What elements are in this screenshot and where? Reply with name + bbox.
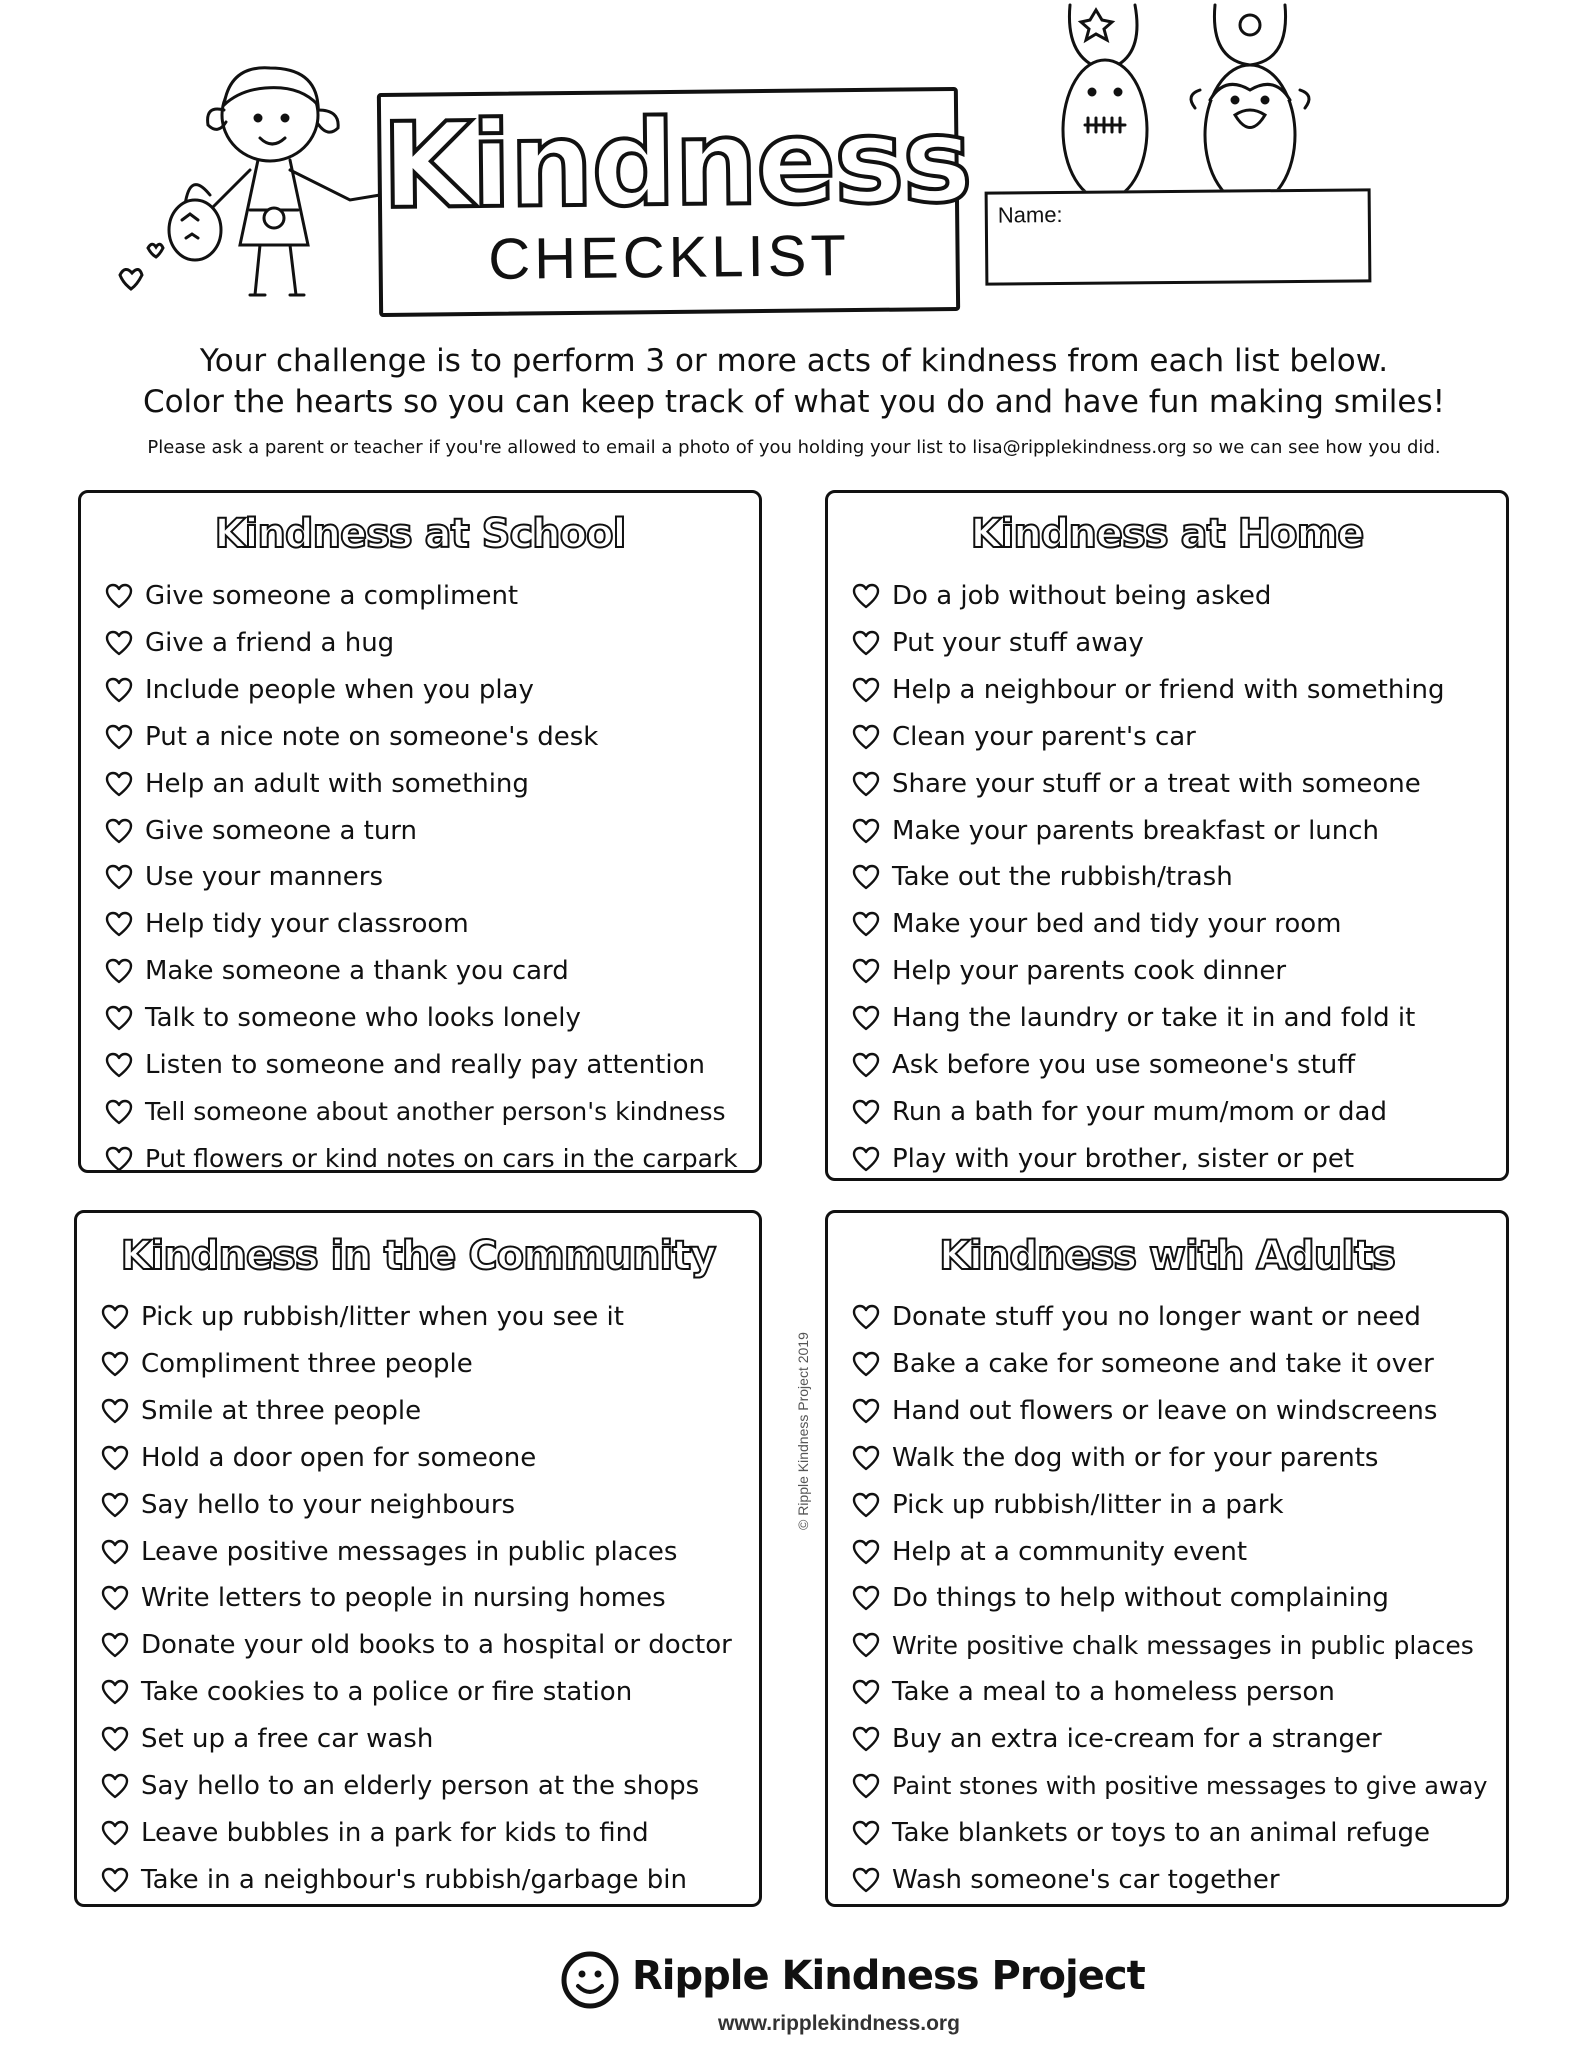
checklist-item-label: Say hello to your neighbours [141,1489,516,1520]
footer-url[interactable]: www.ripplekindness.org [718,2012,960,2035]
checklist-item[interactable] [101,1438,536,1478]
checklist-item[interactable] [105,670,534,710]
checklist-item[interactable] [101,1625,732,1665]
checklist-item-label: Clean your parent's car [892,721,1196,752]
checklist-item-label: Ask before you use someone's stuff [892,1050,1356,1080]
checklist-item[interactable] [852,1672,1335,1712]
heart-outline-icon[interactable] [101,1351,129,1377]
checklist-item[interactable] [852,951,1286,991]
checklist-item-label: Include people when you play [145,674,534,705]
heart-outline-icon[interactable] [101,1585,129,1611]
girl-with-basket-illustration [90,60,390,320]
heart-outline-icon[interactable] [101,1679,129,1705]
footer-brand-name: Ripple Kindness Project [632,1953,1145,1999]
checklist-item-label: Leave bubbles in a park for kids to find [141,1817,649,1848]
checklist-item[interactable] [105,951,569,991]
checklist-item-label: Set up a free car wash [141,1724,434,1755]
bunnies-illustration [1050,0,1350,200]
checklist-item[interactable] [101,1719,433,1759]
checklist-item[interactable] [852,1045,1355,1085]
checklist-item[interactable] [852,1860,1280,1900]
checklist-item-label: Give someone a turn [145,815,418,846]
checklist-item-label: Help tidy your classroom [145,909,469,940]
checklist-item-label: Leave positive messages in public places [141,1536,678,1567]
checklist-item-label: Share your stuff or a treat with someone [892,768,1421,799]
checklist-item-label: Take blankets or toys to an animal refuge [892,1817,1431,1848]
checklist-item[interactable] [852,1438,1378,1478]
heart-outline-icon[interactable] [105,1005,133,1031]
checklist-item[interactable] [105,576,518,616]
heart-outline-icon[interactable] [105,818,133,844]
page-title: Kindness [380,90,972,235]
heart-outline-icon[interactable] [852,1052,880,1078]
checklist-item[interactable] [101,1344,473,1384]
heart-outline-icon[interactable] [852,1146,880,1172]
checklist-item-label: Take cookies to a police or fire station [141,1677,633,1708]
heart-outline-icon[interactable] [101,1445,129,1471]
checklist-item-label: Compliment three people [141,1348,473,1379]
heart-outline-icon[interactable] [105,1146,133,1172]
checklist-item[interactable] [852,623,1144,663]
checklist-item[interactable] [852,764,1421,804]
checklist-item-label: Put a nice note on someone's desk [145,721,599,752]
list-title-school: Kindness at School [214,511,626,557]
heart-outline-icon[interactable] [105,1099,133,1125]
checklist-item[interactable] [105,623,394,663]
checklist-item-label: Put flowers or kind notes on cars in the carpark [145,1144,738,1174]
checklist-item-label: Wash someone's car together [892,1864,1280,1895]
checklist-item-label: Talk to someone who looks lonely [145,1003,581,1034]
checklist-item[interactable] [105,857,383,897]
smiley-face-icon [560,1950,620,2010]
checklist-item[interactable] [852,1485,1284,1525]
checklist-item-label: Do things to help without complaining [892,1583,1389,1614]
list-box-home [825,490,1509,1181]
heart-outline-icon[interactable] [852,677,880,703]
copyright-text: © Ripple Kindness Project 2019 [795,1332,811,1530]
checklist-item-label: Bake a cake for someone and take it over [892,1348,1434,1379]
heart-outline-icon[interactable] [852,911,880,937]
name-label: Name: [997,202,1063,228]
heart-outline-icon[interactable] [105,583,133,609]
checklist-item[interactable] [101,1578,666,1618]
checklist-item[interactable] [852,811,1379,851]
checklist-item-label: Put your stuff away [892,627,1144,658]
heart-outline-icon[interactable] [852,1585,880,1611]
heart-outline-icon[interactable] [101,1398,129,1424]
title-box [377,87,972,317]
checklist-item-label: Listen to someone and really pay attention [145,1050,705,1080]
heart-outline-icon[interactable] [852,724,880,750]
heart-outline-icon[interactable] [852,583,880,609]
checklist-item[interactable] [852,904,1342,944]
checklist-item-label: Take out the rubbish/trash [892,862,1233,893]
checklist-item-label: Use your manners [145,862,384,893]
heart-outline-icon[interactable] [105,724,133,750]
heart-outline-icon[interactable] [852,771,880,797]
heart-outline-icon[interactable] [852,1351,880,1377]
checklist-item-label: Make someone a thank you card [145,956,569,987]
checklist-item[interactable] [852,1344,1434,1384]
heart-outline-icon[interactable] [852,1099,880,1125]
checklist-item[interactable] [105,1092,726,1132]
checklist-item[interactable] [105,1139,738,1179]
checklist-item[interactable] [852,670,1445,710]
checklist-item[interactable] [101,1297,624,1337]
checklist-item-label: Walk the dog with or for your parents [892,1442,1379,1473]
checklist-item[interactable] [105,811,417,851]
checklist-item[interactable] [105,764,529,804]
checklist-item-label: Play with your brother, sister or pet [892,1143,1355,1174]
checklist-item-label: Run a bath for your mum/mom or dad [892,1096,1387,1127]
checklist-item-label: Take in a neighbour's rubbish/garbage bin [141,1864,687,1895]
checklist-item[interactable] [101,1672,632,1712]
checklist-item-label: Say hello to an elderly person at the shops [141,1771,700,1801]
heart-outline-icon[interactable] [852,1398,880,1424]
checklist-item-label: Give someone a compliment [145,581,519,611]
list-title-community: Kindness in the Community [120,1233,716,1279]
checklist-item[interactable] [852,1532,1247,1572]
checklist-item-label: Smile at three people [141,1395,422,1426]
checklist-item-label: Buy an extra ice-cream for a stranger [892,1724,1382,1755]
list-box-community [74,1210,762,1907]
checklist-item[interactable] [852,1766,1488,1806]
heart-outline-icon[interactable] [852,1820,880,1846]
checklist-item[interactable] [101,1766,699,1806]
checklist-item-label: Hand out flowers or leave on windscreens [892,1395,1438,1426]
heart-outline-icon[interactable] [852,818,880,844]
checklist-item-label: Make your parents breakfast or lunch [892,815,1380,846]
heart-outline-icon[interactable] [852,630,880,656]
checklist-item[interactable] [101,1532,677,1572]
heart-outline-icon[interactable] [101,1773,129,1799]
heart-outline-icon[interactable] [101,1867,129,1893]
heart-outline-icon[interactable] [852,1492,880,1518]
checklist-item[interactable] [101,1485,515,1525]
checklist-item[interactable] [852,1391,1437,1431]
checklist-item-label: Give a friend a hug [145,627,395,658]
heart-outline-icon[interactable] [852,1679,880,1705]
checklist-item-label: Write letters to people in nursing homes [141,1583,666,1614]
checklist-item[interactable] [852,576,1271,616]
checklist-item-label: Help a neighbour or friend with something [892,674,1445,705]
page-subtitle: CHECKLIST [487,223,851,292]
heart-outline-icon[interactable] [852,1867,880,1893]
heart-outline-icon[interactable] [101,1539,129,1565]
checklist-item-label: Help your parents cook dinner [892,956,1287,987]
checklist-item[interactable] [105,904,469,944]
checklist-item[interactable] [852,998,1415,1038]
checklist-item[interactable] [852,1092,1387,1132]
heart-outline-icon[interactable] [105,771,133,797]
checklist-item[interactable] [105,1045,705,1085]
checklist-item-label: Help an adult with something [145,768,529,799]
checklist-item-label: Write positive chalk messages in public places [892,1630,1474,1660]
checklist-item[interactable] [105,998,581,1038]
heart-outline-icon[interactable] [852,864,880,890]
heart-outline-icon[interactable] [852,1304,880,1330]
heart-outline-icon[interactable] [101,1726,129,1752]
checklist-item[interactable] [852,1719,1382,1759]
name-field[interactable] [985,188,1372,285]
checklist-item[interactable] [852,1625,1474,1665]
list-title-adults: Kindness with Adults [939,1233,1395,1279]
checklist-item-label: Do a job without being asked [892,581,1272,611]
checklist-item[interactable] [101,1860,687,1900]
heart-outline-icon[interactable] [852,958,880,984]
heart-outline-icon[interactable] [105,864,133,890]
heart-outline-icon[interactable] [852,1539,880,1565]
heart-outline-icon[interactable] [105,677,133,703]
heart-outline-icon[interactable] [852,1726,880,1752]
checklist-item[interactable] [852,1813,1430,1853]
heart-outline-icon[interactable] [105,958,133,984]
checklist-item-label: Pick up rubbish/litter in a park [892,1489,1284,1520]
checklist-item[interactable] [852,1578,1389,1618]
heart-outline-icon[interactable] [852,1632,880,1658]
heart-outline-icon[interactable] [101,1820,129,1846]
intro-line-1: Your challenge is to perform 3 or more acts of kindness from each list below. [199,343,1389,379]
checklist-item[interactable] [852,1139,1354,1179]
checklist-item-label: Paint stones with positive messages to give away [892,1772,1488,1800]
checklist-item-label: Take a meal to a homeless person [892,1677,1335,1708]
checklist-item-label: Make your bed and tidy your room [892,909,1342,940]
heart-outline-icon[interactable] [105,1052,133,1078]
intro-line-2: Color the hearts so you can keep track of what you do and have fun making smiles! [142,384,1446,420]
checklist-item-label: Donate your old books to a hospital or doctor [141,1630,732,1661]
heart-outline-icon[interactable] [105,630,133,656]
checklist-item-label: Donate stuff you no longer want or need [892,1302,1421,1332]
list-box-school [78,490,762,1173]
checklist-item[interactable] [105,717,598,757]
checklist-item-label: Tell someone about another person's kindness [145,1097,726,1127]
list-box-adults [825,1210,1509,1907]
checklist-item[interactable] [852,1297,1421,1337]
checklist-item-label: Pick up rubbish/litter when you see it [141,1302,624,1332]
checklist-item[interactable] [852,717,1196,757]
heart-outline-icon[interactable] [105,911,133,937]
checklist-item-label: Help at a community event [892,1536,1248,1567]
heart-outline-icon[interactable] [852,1773,880,1799]
heart-outline-icon[interactable] [852,1445,880,1471]
intro-line-3: Please ask a parent or teacher if you're allowed to email a photo of you holding your list to lisa@ripplekindness.org so we can see how you did. [147,437,1441,458]
heart-outline-icon[interactable] [101,1304,129,1330]
heart-outline-icon[interactable] [101,1492,129,1518]
checklist-item[interactable] [852,857,1233,897]
checklist-item[interactable] [101,1813,649,1853]
list-title-home: Kindness at Home [970,511,1364,557]
heart-outline-icon[interactable] [101,1632,129,1658]
checklist-item-label: Hold a door open for someone [141,1442,537,1473]
heart-outline-icon[interactable] [852,1005,880,1031]
checklist-item-label: Hang the laundry or take it in and fold it [892,1003,1416,1034]
checklist-item[interactable] [101,1391,421,1431]
